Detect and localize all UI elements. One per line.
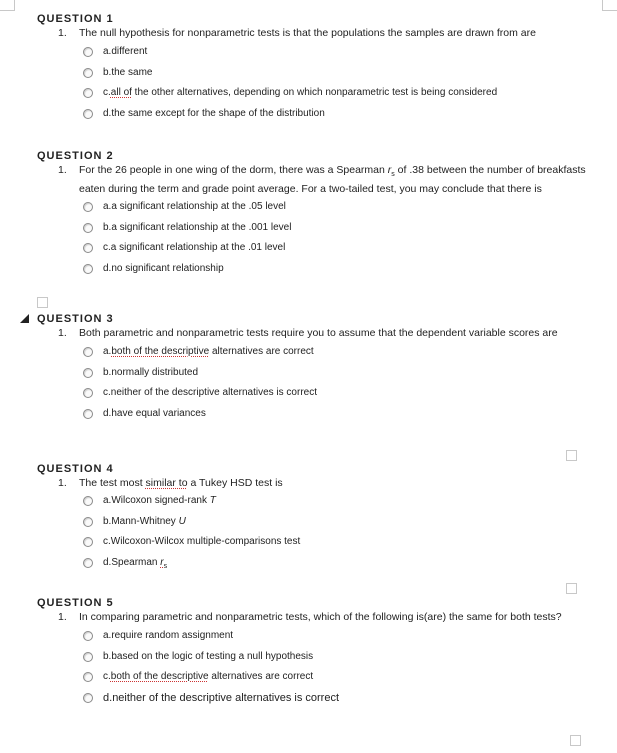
option-letter: c. xyxy=(103,242,111,254)
option-letter: a. xyxy=(103,630,112,641)
subscript: s xyxy=(163,562,168,570)
radio-button[interactable] xyxy=(83,388,93,398)
radio-button[interactable] xyxy=(83,68,93,78)
option-letter: c. xyxy=(103,536,111,547)
option-text: have equal variances xyxy=(111,407,206,419)
answer-options xyxy=(37,494,587,576)
radio-button[interactable] xyxy=(83,223,93,233)
option-letter: b. xyxy=(103,515,112,527)
answer-option-a[interactable] xyxy=(37,200,587,221)
answer-option-c[interactable] xyxy=(37,535,587,556)
option-text: neither of the descriptive alternatives is correct xyxy=(110,387,317,398)
radio-button[interactable] xyxy=(83,109,93,119)
option-letter: b. xyxy=(103,650,112,662)
question-text: The null hypothesis for nonparametric tests is that the populations the samples are drawn from are xyxy=(79,27,536,39)
option-letter: c. xyxy=(103,671,111,682)
radio-button[interactable] xyxy=(83,88,93,98)
answer-options xyxy=(37,345,587,427)
option-text: neither of the descriptive alternatives is correct xyxy=(112,691,340,704)
answer-option-b[interactable] xyxy=(37,66,587,87)
answer-option-b[interactable] xyxy=(37,515,587,536)
radio-button[interactable] xyxy=(83,202,93,212)
radio-button[interactable] xyxy=(83,517,93,527)
question-number: 1. xyxy=(58,164,67,176)
option-letter: d. xyxy=(103,107,112,119)
answer-option-a[interactable] xyxy=(37,345,587,366)
page-corner-top-left xyxy=(0,0,15,11)
answer-option-c[interactable] xyxy=(37,241,587,262)
option-letter: b. xyxy=(103,366,112,378)
option-letter: d. xyxy=(103,407,112,419)
answer-option-b[interactable] xyxy=(37,221,587,242)
radio-button[interactable] xyxy=(83,652,93,662)
question-3 xyxy=(37,312,587,427)
option-text: Spearman xyxy=(111,556,161,568)
question-prompt xyxy=(37,26,587,40)
question-prompt xyxy=(37,326,587,340)
question-title: QUESTION 2 xyxy=(37,150,114,162)
question-number: 1. xyxy=(58,27,67,39)
radio-button[interactable] xyxy=(83,558,93,568)
page-corner-top-right xyxy=(602,0,617,11)
question-1 xyxy=(37,12,587,127)
answer-option-a[interactable] xyxy=(37,45,587,66)
answer-option-d[interactable] xyxy=(37,556,587,577)
option-letter: b. xyxy=(103,66,112,78)
spellcheck-underlined-text: both of the descriptive xyxy=(111,346,210,357)
question-number: 1. xyxy=(58,611,67,623)
answer-option-b[interactable] xyxy=(37,366,587,387)
answer-option-d[interactable] xyxy=(37,107,587,128)
answer-option-a[interactable] xyxy=(37,629,587,650)
question-2 xyxy=(37,149,587,282)
option-text: Mann-Whitney xyxy=(111,515,179,527)
option-text: a significant relationship at the .05 level xyxy=(111,201,286,213)
radio-button[interactable] xyxy=(83,537,93,547)
option-letter: a. xyxy=(103,201,112,213)
question-prompt xyxy=(37,476,587,490)
spellcheck-underlined-text: both of the descriptive xyxy=(110,671,209,682)
option-text: no significant relationship xyxy=(111,262,224,274)
spellcheck-underlined-text: all of xyxy=(110,87,132,98)
option-text: normally distributed xyxy=(111,366,199,378)
question-text: For the 26 people in one wing of the dorm, there was a Spearman xyxy=(79,164,388,176)
answer-option-d[interactable] xyxy=(37,262,587,283)
spearman-r-symbol: r xyxy=(387,164,392,176)
statistic-symbol: r xyxy=(160,556,164,568)
answer-option-d[interactable] xyxy=(37,691,587,712)
question-4 xyxy=(37,462,587,576)
radio-button[interactable] xyxy=(83,347,93,357)
question-title: QUESTION 3 xyxy=(37,313,114,325)
question-title: QUESTION 1 xyxy=(37,13,114,25)
radio-button[interactable] xyxy=(83,631,93,641)
option-text: require random assignment xyxy=(111,630,234,641)
question-number: 1. xyxy=(58,477,67,489)
option-text: the same xyxy=(111,66,153,78)
question-prompt xyxy=(37,610,587,624)
option-text: alternatives are correct xyxy=(209,346,314,357)
collapse-arrow-icon[interactable] xyxy=(20,314,29,323)
question-title: QUESTION 5 xyxy=(37,597,114,609)
radio-button[interactable] xyxy=(83,264,93,274)
question-number: 1. xyxy=(58,327,67,339)
radio-button[interactable] xyxy=(83,693,93,703)
option-text: different xyxy=(111,46,148,57)
answer-option-a[interactable] xyxy=(37,494,587,515)
question-title: QUESTION 4 xyxy=(37,463,114,475)
answer-options xyxy=(37,200,587,282)
answer-options xyxy=(37,45,587,127)
option-letter: d. xyxy=(103,262,112,274)
radio-button[interactable] xyxy=(83,368,93,378)
option-text: alternatives are correct xyxy=(208,671,314,682)
question-checkbox[interactable] xyxy=(37,297,48,308)
option-text: a significant relationship at the .01 level xyxy=(110,242,286,254)
option-letter: a. xyxy=(103,495,112,506)
question-text: In comparing parametric and nonparametric tests, which of the following is(are) the same for both tests? xyxy=(79,611,562,623)
option-letter: a. xyxy=(103,346,112,357)
option-text: the other alternatives, depending on which nonparametric test is being considered xyxy=(131,87,498,98)
question-text-cont: a Tukey HSD test is xyxy=(187,477,283,489)
option-letter: a. xyxy=(103,46,112,57)
option-text: based on the logic of testing a null hypothesis xyxy=(111,650,314,662)
option-letter: c. xyxy=(103,87,111,98)
radio-button[interactable] xyxy=(83,243,93,253)
option-letter: c. xyxy=(103,387,111,398)
radio-button[interactable] xyxy=(83,409,93,419)
radio-button[interactable] xyxy=(83,496,93,506)
question-prompt xyxy=(37,163,587,196)
answer-option-c[interactable] xyxy=(37,86,587,107)
question-checkbox[interactable] xyxy=(566,450,577,461)
question-text: The test most xyxy=(79,477,146,489)
option-letter: b. xyxy=(103,221,112,233)
question-5 xyxy=(37,596,587,711)
answer-option-c[interactable] xyxy=(37,670,587,691)
question-checkbox[interactable] xyxy=(566,583,577,594)
option-text: Wilcoxon-Wilcox multiple-comparisons test xyxy=(110,536,301,547)
answer-option-b[interactable] xyxy=(37,650,587,671)
option-text: Wilcoxon signed-rank xyxy=(111,495,210,506)
question-text: Both parametric and nonparametric tests require you to assume that the dependent variable scores are xyxy=(79,327,558,339)
spellcheck-underlined-text: similar to xyxy=(145,477,188,489)
option-text: the same except for the shape of the distribution xyxy=(111,107,325,119)
option-letter: d. xyxy=(103,556,112,568)
option-text: a significant relationship at the .001 level xyxy=(111,221,292,233)
subscript: s xyxy=(391,171,395,179)
answer-options xyxy=(37,629,587,711)
question-text-cont: of .38 between the number of breakfasts eaten during the term and grade point average. For a two-tailed test, you may conclude that there is xyxy=(79,164,586,196)
radio-button[interactable] xyxy=(83,47,93,57)
question-checkbox[interactable] xyxy=(570,735,581,746)
answer-option-c[interactable] xyxy=(37,386,587,407)
radio-button[interactable] xyxy=(83,672,93,682)
option-letter: d. xyxy=(103,691,113,704)
answer-option-d[interactable] xyxy=(37,407,587,428)
statistic-symbol: T xyxy=(209,495,216,506)
statistic-symbol: U xyxy=(178,515,186,527)
